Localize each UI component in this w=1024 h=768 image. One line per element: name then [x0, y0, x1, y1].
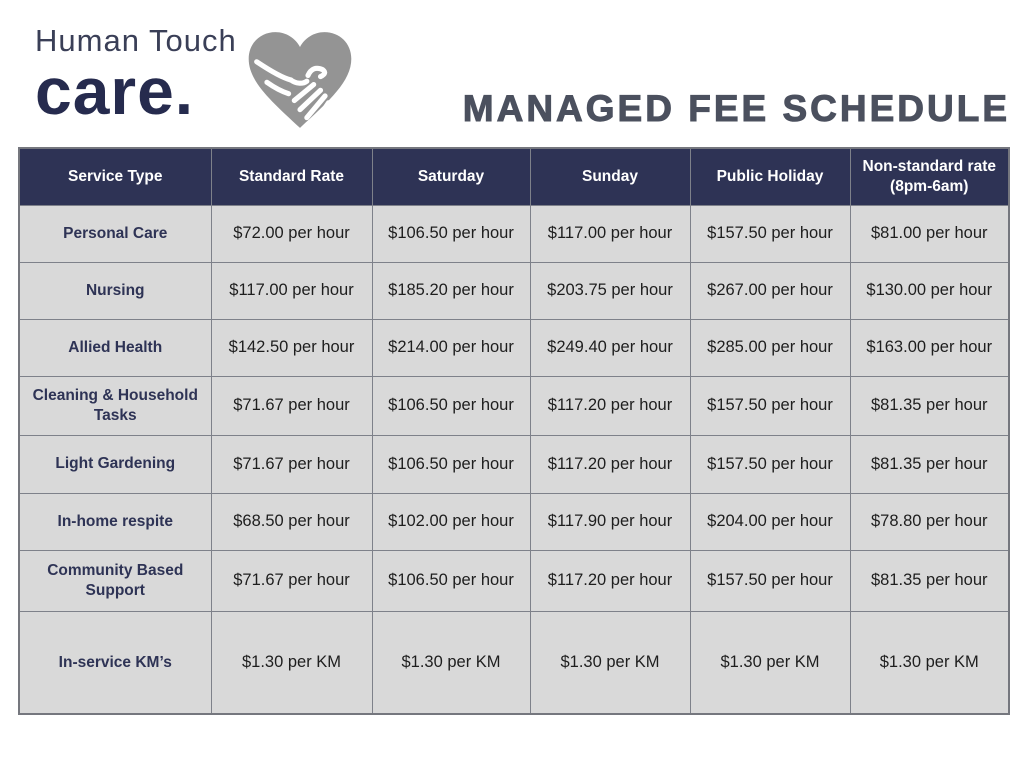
rate-cell: $157.50 per hour: [690, 435, 850, 493]
rate-cell: $267.00 per hour: [690, 262, 850, 319]
rate-cell: $81.35 per hour: [850, 376, 1009, 435]
rate-cell: $71.67 per hour: [211, 550, 372, 611]
logo-text-care: care.: [35, 54, 195, 129]
service-type-cell: Allied Health: [19, 319, 211, 376]
rate-cell: $117.20 per hour: [530, 550, 690, 611]
rate-cell: $203.75 per hour: [530, 262, 690, 319]
table-row: [19, 611, 1009, 714]
rate-cell: $285.00 per hour: [690, 319, 850, 376]
logo-text-human-touch: Human Touch: [35, 23, 237, 58]
column-header-service-type: Service Type: [19, 148, 211, 205]
table-row: [19, 435, 1009, 493]
rate-cell: $1.30 per KM: [211, 611, 372, 714]
column-header-saturday: Saturday: [372, 148, 530, 205]
service-type-cell: Personal Care: [19, 205, 211, 262]
rate-cell: $117.90 per hour: [530, 493, 690, 550]
rate-cell: $204.00 per hour: [690, 493, 850, 550]
table-row: [19, 205, 1009, 262]
rate-cell: $157.50 per hour: [690, 550, 850, 611]
rate-cell: $214.00 per hour: [372, 319, 530, 376]
rate-cell: $117.00 per hour: [530, 205, 690, 262]
fee-schedule-table: [18, 147, 1010, 715]
rate-cell: $81.00 per hour: [850, 205, 1009, 262]
rate-cell: $249.40 per hour: [530, 319, 690, 376]
rate-cell: $1.30 per KM: [530, 611, 690, 714]
service-type-cell: Light Gardening: [19, 435, 211, 493]
rate-cell: $1.30 per KM: [850, 611, 1009, 714]
rate-cell: $117.20 per hour: [530, 435, 690, 493]
table-row: [19, 550, 1009, 611]
header-row: [19, 148, 1009, 205]
rate-cell: $185.20 per hour: [372, 262, 530, 319]
rate-cell: $142.50 per hour: [211, 319, 372, 376]
table-row: [19, 493, 1009, 550]
rate-cell: $78.80 per hour: [850, 493, 1009, 550]
column-header-sunday: Sunday: [530, 148, 690, 205]
column-header-public-holiday: Public Holiday: [690, 148, 850, 205]
service-type-cell: Cleaning & Household Tasks: [19, 376, 211, 435]
rate-cell: $157.50 per hour: [690, 376, 850, 435]
rate-cell: $106.50 per hour: [372, 435, 530, 493]
rate-cell: $106.50 per hour: [372, 205, 530, 262]
rate-cell: $71.67 per hour: [211, 435, 372, 493]
rate-cell: $106.50 per hour: [372, 376, 530, 435]
rate-cell: $130.00 per hour: [850, 262, 1009, 319]
rate-cell: $117.00 per hour: [211, 262, 372, 319]
rate-cell: $81.35 per hour: [850, 550, 1009, 611]
rate-cell: $163.00 per hour: [850, 319, 1009, 376]
service-type-cell: In-home respite: [19, 493, 211, 550]
rate-cell: $68.50 per hour: [211, 493, 372, 550]
service-type-cell: Nursing: [19, 262, 211, 319]
rate-cell: $106.50 per hour: [372, 550, 530, 611]
table-row: [19, 376, 1009, 435]
column-header-standard-rate: Standard Rate: [211, 148, 372, 205]
column-header-non-standard: Non-standard rate (8pm-6am): [850, 148, 1009, 205]
service-type-cell: In-service KM’s: [19, 611, 211, 714]
rate-cell: $1.30 per KM: [372, 611, 530, 714]
table-row: [19, 262, 1009, 319]
heart-hands-icon: [243, 26, 357, 134]
rate-cell: $72.00 per hour: [211, 205, 372, 262]
rate-cell: $117.20 per hour: [530, 376, 690, 435]
page-title: MANAGED FEE SCHEDULE: [462, 88, 1010, 129]
rate-cell: $71.67 per hour: [211, 376, 372, 435]
rate-cell: $102.00 per hour: [372, 493, 530, 550]
rate-cell: $1.30 per KM: [690, 611, 850, 714]
table-row: [19, 319, 1009, 376]
service-type-cell: Community Based Support: [19, 550, 211, 611]
rate-cell: $81.35 per hour: [850, 435, 1009, 493]
rate-cell: $157.50 per hour: [690, 205, 850, 262]
